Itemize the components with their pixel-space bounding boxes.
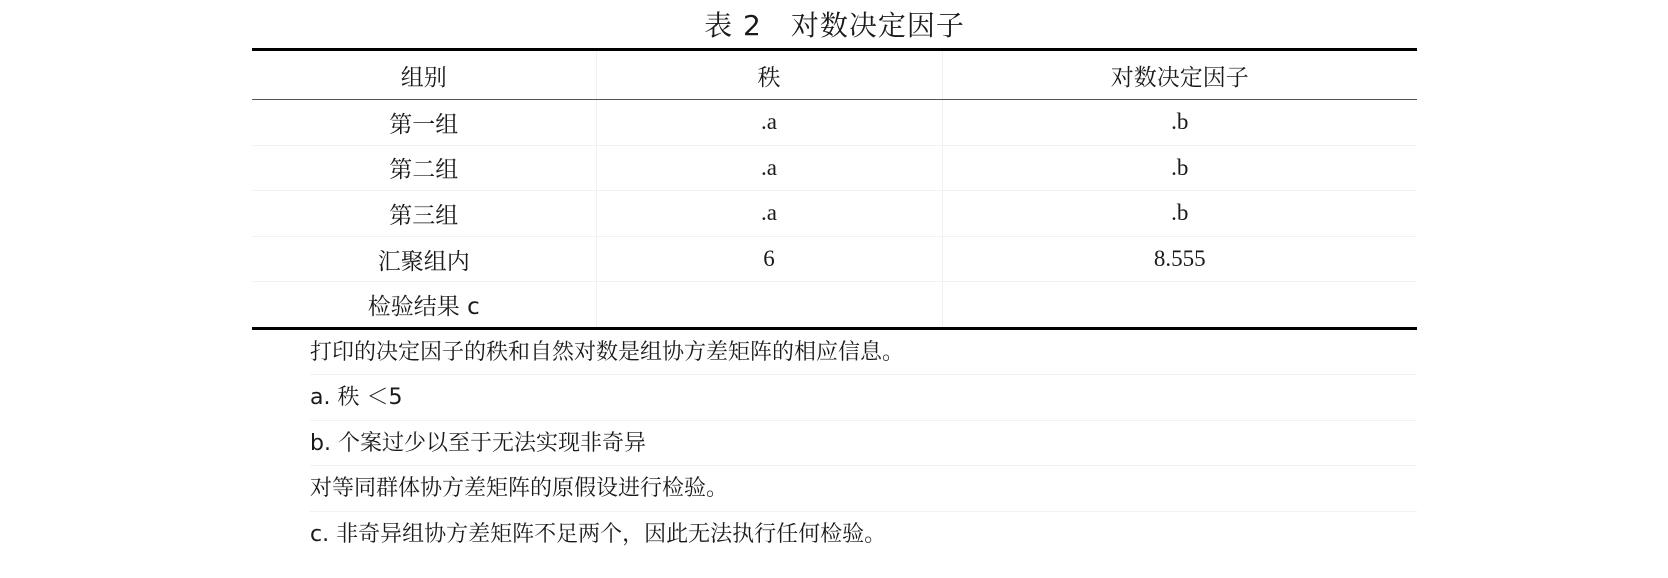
rank-cell: 6	[596, 236, 942, 282]
log-determinants-table	[252, 51, 1417, 327]
note-line: 打印的决定因子的秩和自然对数是组协方差矩阵的相应信息。	[310, 330, 1417, 375]
table-row	[252, 236, 1417, 282]
note-line: a. 秩 ＜5	[310, 375, 1417, 420]
header-rank: 秩	[596, 51, 942, 99]
group-cell: 汇聚组内	[252, 236, 596, 282]
table-notes	[252, 330, 1417, 556]
log-determinant-cell: 8.555	[942, 236, 1417, 282]
note-line: c. 非奇异组协方差矩阵不足两个，因此无法执行任何检验。	[310, 521, 887, 547]
determinant-table-section	[252, 0, 1417, 556]
header-row	[252, 51, 1417, 99]
table-title: 表 2 对数决定因子	[704, 9, 965, 42]
log-determinant-cell	[942, 282, 1417, 327]
table-row	[252, 282, 1417, 327]
header-log-determinant: 对数决定因子	[1110, 64, 1249, 91]
table-row	[252, 191, 1417, 237]
table-row	[252, 100, 1417, 145]
log-determinant-cell: .b	[942, 191, 1417, 237]
rank-cell: .a	[596, 145, 942, 191]
log-determinant-cell: .b	[942, 145, 1417, 191]
group-cell: 第三组	[252, 191, 596, 237]
rank-cell	[596, 282, 942, 327]
group-cell: 第一组	[252, 100, 596, 145]
group-cell: 第二组	[252, 145, 596, 191]
header-group: 组别	[252, 51, 596, 99]
note-line: b. 个案过少以至于无法实现非奇异	[310, 421, 1417, 466]
log-determinant-cell: .b	[942, 100, 1417, 145]
table-row	[252, 145, 1417, 191]
note-line: 对等同群体协方差矩阵的原假设进行检验。	[310, 466, 1417, 511]
rank-cell: .a	[596, 191, 942, 237]
rank-cell: .a	[596, 100, 942, 145]
group-cell: 检验结果 c	[252, 282, 596, 327]
